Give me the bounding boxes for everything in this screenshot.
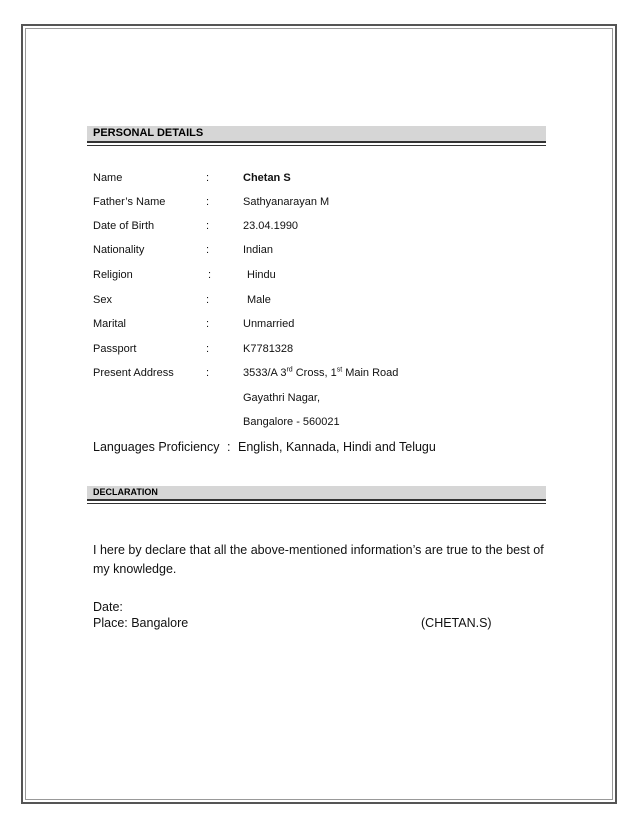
- detail-colon: :: [206, 172, 210, 184]
- detail-value: Male: [247, 294, 271, 306]
- detail-label: Father’s Name: [93, 196, 166, 208]
- address-row-2: [0, 392, 638, 408]
- signature-name: (CHETAN.S): [421, 616, 492, 630]
- declaration-text: I here by declare that all the above-mentioned information’s are true to the best of my knowledge.: [93, 543, 544, 576]
- detail-colon: :: [208, 269, 212, 281]
- personal-details-title: PERSONAL DETAILS: [93, 127, 204, 139]
- detail-value: Hindu: [247, 269, 276, 281]
- detail-label: Religion: [93, 269, 133, 281]
- detail-row-name: [0, 172, 638, 188]
- address-row-3: [0, 416, 638, 432]
- detail-colon: :: [206, 294, 210, 306]
- detail-row-date-of-birth: [0, 220, 638, 236]
- detail-value: K7781328: [243, 343, 294, 355]
- address-line-1: [243, 367, 398, 379]
- detail-colon: :: [206, 318, 210, 330]
- detail-row-passport: [0, 343, 638, 359]
- place-label: Place: Bangalore: [93, 616, 189, 630]
- languages-row: [93, 440, 436, 454]
- personal-details-header: [87, 126, 546, 143]
- detail-row-religion: [0, 269, 638, 285]
- detail-row-present-address: [0, 367, 638, 383]
- detail-colon: :: [206, 367, 210, 379]
- detail-colon: :: [206, 220, 210, 232]
- date-label: Date:: [93, 600, 123, 614]
- detail-label: Date of Birth: [93, 220, 155, 232]
- address-line-2: Gayathri Nagar,: [243, 392, 321, 404]
- address-superscript: rd: [286, 366, 293, 374]
- detail-label: Passport: [93, 343, 137, 355]
- detail-value: Unmarried: [243, 318, 295, 330]
- detail-value: Sathyanarayan M: [243, 196, 330, 208]
- languages-value: English, Kannada, Hindi and Telugu: [238, 440, 436, 454]
- declaration-title: DECLARATION: [93, 487, 158, 497]
- detail-row-father-name: [0, 196, 638, 212]
- detail-row-sex: [0, 294, 638, 310]
- detail-row-marital: [0, 318, 638, 334]
- detail-label: Present Address: [93, 367, 174, 379]
- declaration-header: [87, 486, 546, 501]
- languages-label: Languages Proficiency: [93, 440, 220, 454]
- detail-colon: :: [206, 196, 210, 208]
- address-part: 3533/A 3: [243, 367, 287, 379]
- address-superscript: st: [336, 366, 343, 374]
- detail-colon: :: [206, 244, 210, 256]
- detail-label: Sex: [93, 294, 112, 306]
- detail-label: Nationality: [93, 244, 145, 256]
- detail-value: Indian: [243, 244, 273, 256]
- languages-colon: :: [227, 440, 231, 454]
- address-part: Cross, 1: [292, 367, 337, 379]
- address-part: Main Road: [342, 367, 399, 379]
- address-line-3: Bangalore - 560021: [243, 416, 340, 428]
- detail-row-nationality: [0, 244, 638, 260]
- detail-value: Chetan S: [243, 172, 291, 184]
- detail-value: 23.04.1990: [243, 220, 299, 232]
- page-border-inner: [25, 28, 613, 800]
- detail-label: Name: [93, 172, 123, 184]
- detail-label: Marital: [93, 318, 127, 330]
- detail-colon: :: [206, 343, 210, 355]
